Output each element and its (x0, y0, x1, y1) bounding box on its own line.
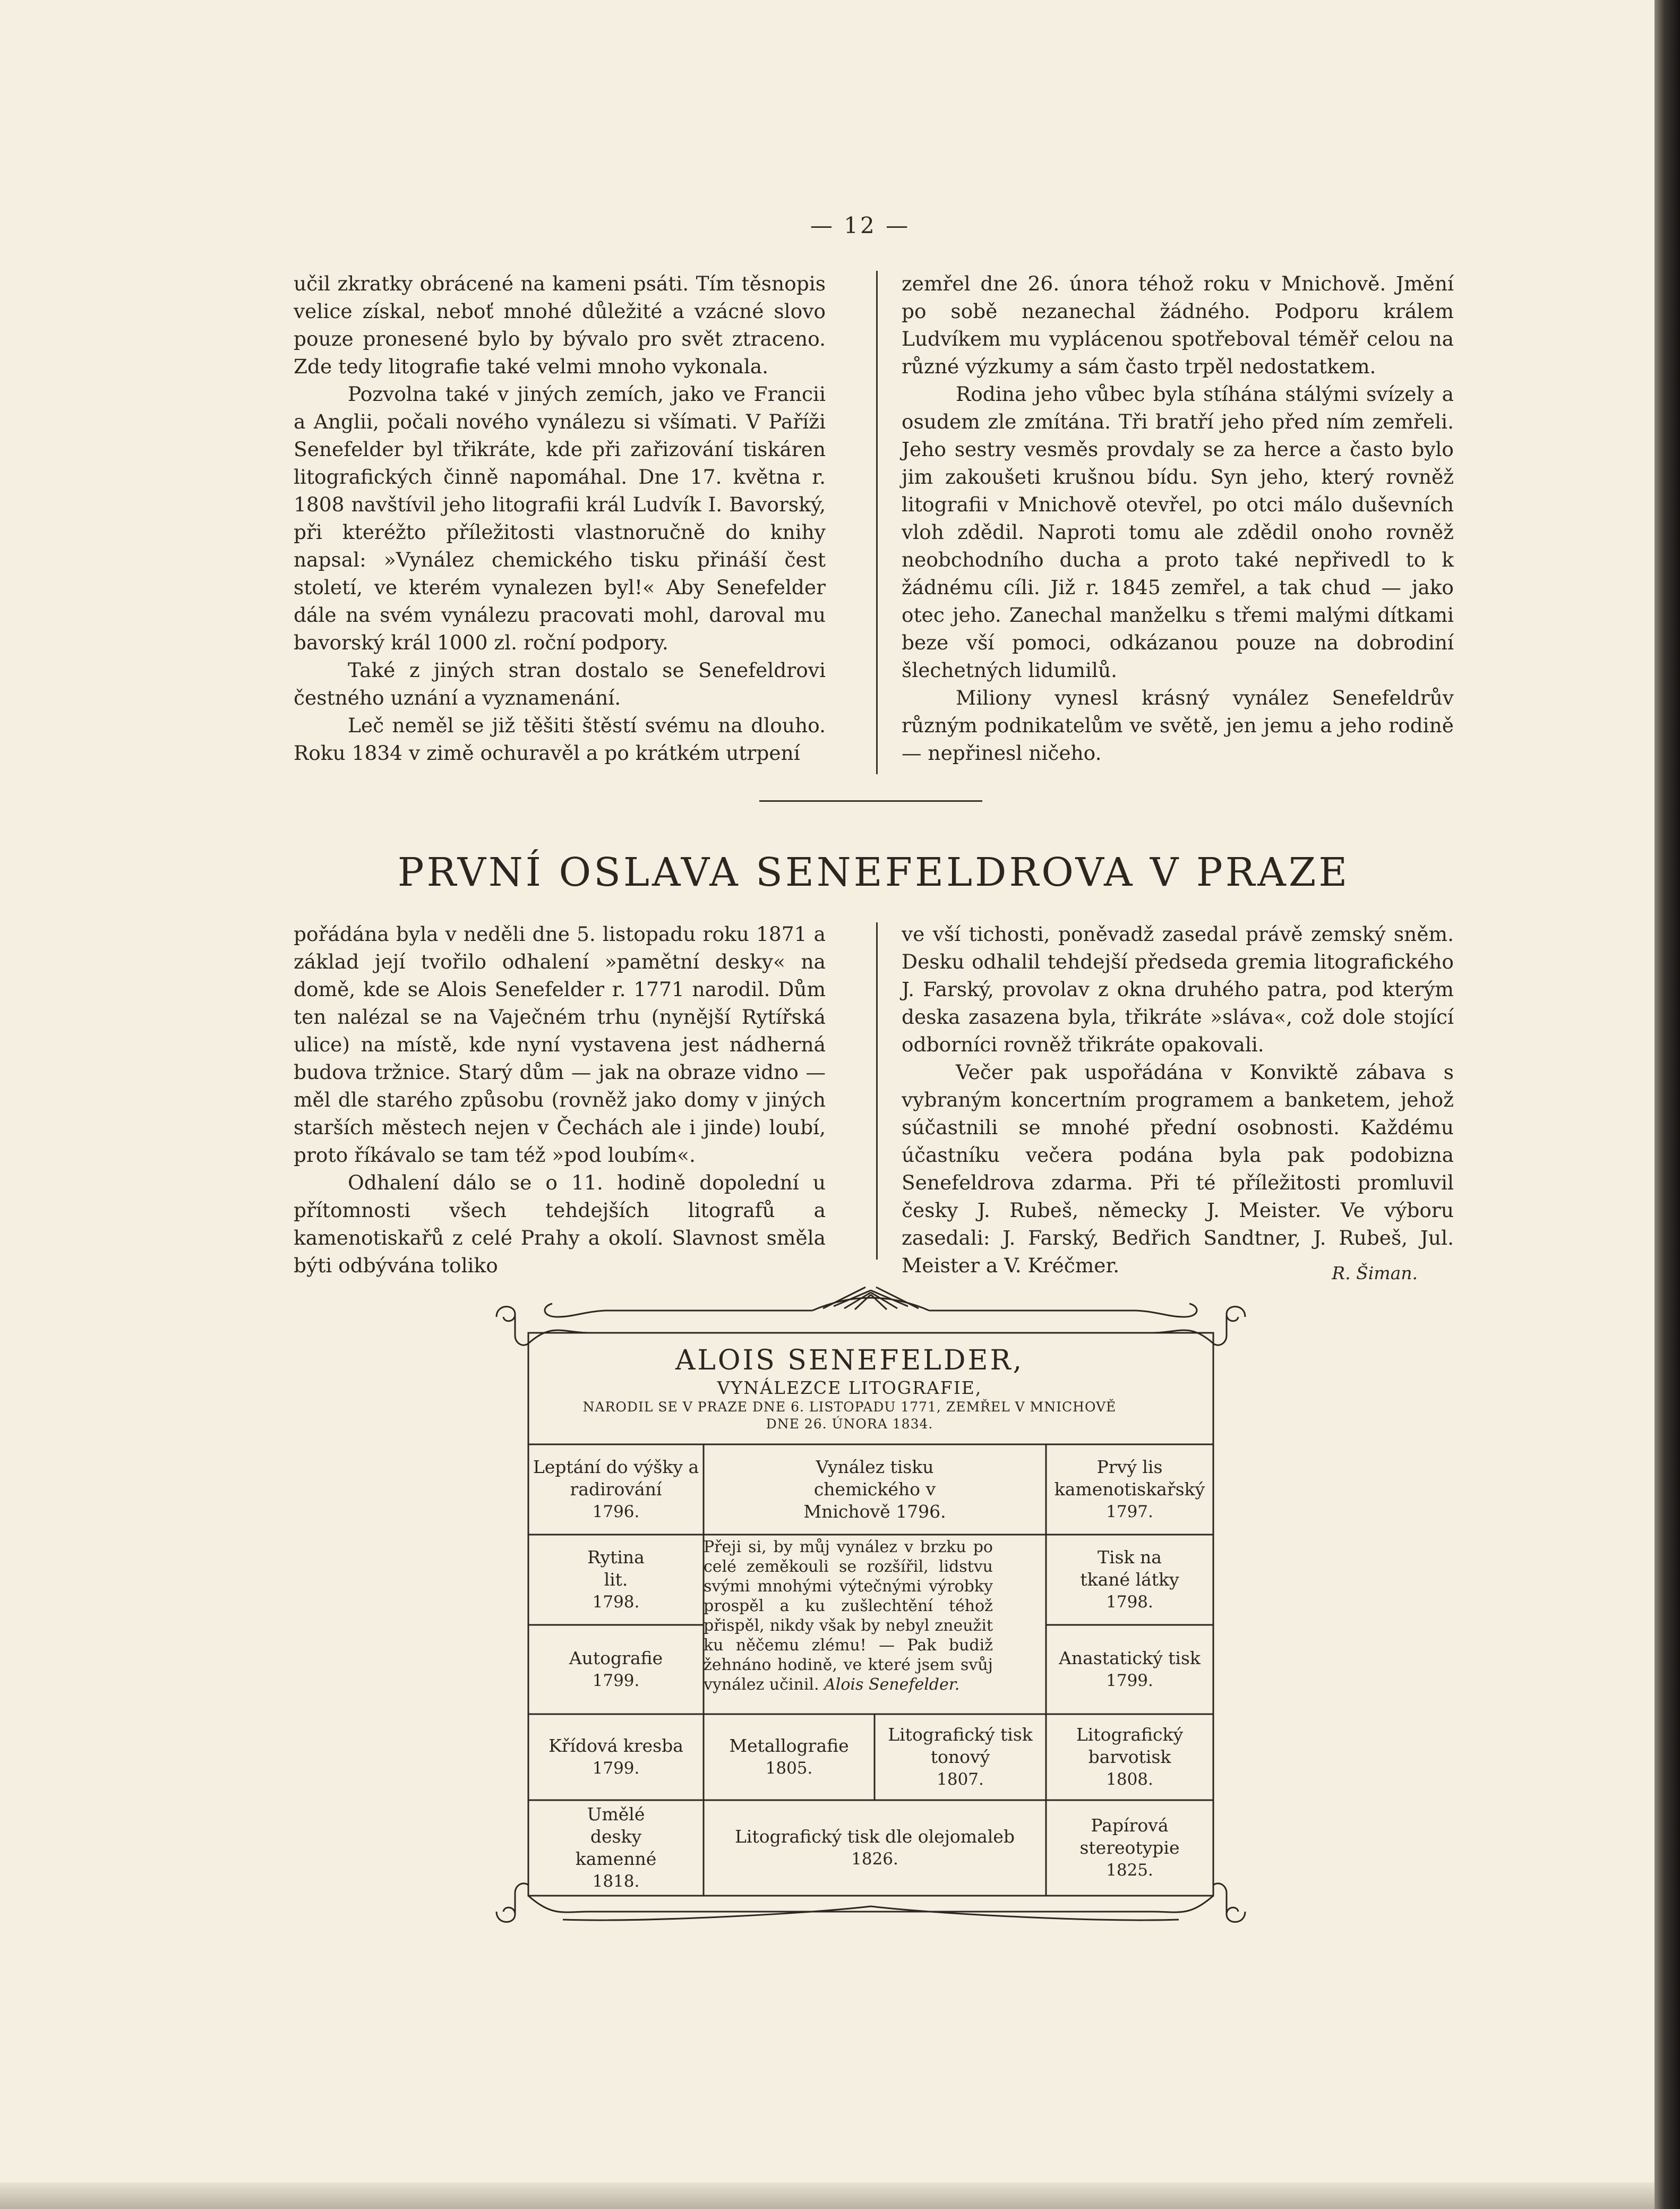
article-column-right (902, 270, 1454, 767)
tablet-cell (530, 1626, 702, 1713)
paragraph: pořádána byla v neděli dne 5. listopadu roku 1871 a základ její tvořilo odhalení »pamětní desky« na domě, kde se Alois Senefelder r. 1771 narodil. Dům ten nalézal se na Vaječném trhu (nynější Rytířská ulice) na místě, kde nyní vystavena jest nádherná budova tržnice. Starý dům — jak na obraze vidno — měl dle starého způsobu (rovněž jako domy v jiných starších městech nejen v Čechách ale i jinde) loubí, proto říkávalo se tam též »pod loubím«. (294, 922, 826, 1167)
tablet-name: ALOIS SENEFELDER, (675, 1345, 1024, 1376)
paragraph: Večer pak uspořádána v Konviktě zábava s vybraným koncertním programem a banketem, jehož súčastnili se mnohé přední osobnosti. Každému účastníku večera podána byla pak podobizna Senefeldrova zdarma. Při té příležitosti promluvil česky J. Rubeš, německy J. Meister. Ve výboru zasedali: J. Farský, Bedřich Sandtner, J. Rubeš, Jul. Meister a V. Kréčmer. (902, 1060, 1454, 1277)
cell-year: 1799. (1106, 1671, 1153, 1690)
tablet-cell (1048, 1716, 1212, 1799)
cell-year: 1808. (1106, 1770, 1153, 1789)
cell-text: Metallografie (729, 1735, 849, 1756)
column-rule (876, 922, 878, 1260)
paragraph: Pozvolna také v jiných zemích, jako ve Francii a Anglii, počali nového vynálezu si všímati. V Paříži Senefelder byl třikráte, kde při zařizování tiskáren litografických činně napomáhal. Dne 17. května r. 1808 navštívil jeho litografii král Ludvík I. Bavorský, při kteréžto příležitosti vlastnoručně do knihy napsal: »Vynález chemického tisku přináší čest století, ve kterém vynalezen byl!« Aby Senefelder dále na svém vynálezu pracovati mohl, daroval mu bavorský král 1000 zl. roční podpory. (294, 382, 826, 654)
senefelder-quote (704, 1537, 993, 1694)
cell-text: Rytina lit. (587, 1547, 645, 1590)
section-column-right (902, 920, 1454, 1279)
paragraph: Odhalení dálo se o 11. hodině dopolední u přítomnosti všech tehdejších litografů a kamenotiskařů z celé Prahy a okolí. Slavnost směla býti odbývána toliko (294, 1171, 826, 1277)
paragraph: Rodina jeho vůbec byla stíhána stálými svízely a osudem zle zmítána. Tři bratří jeho před ním zemřeli. Jeho sestry vesměs provdaly se za herce a často bylo jim zakoušeti krušnou bídu. Syn jeho, který rovněž litografii v Mnichově otevřel, po otci málo duševních vloh zdědil. Naproti tomu ale zdědil onoho rovněž neobchodního ducha a proto také nepřivedl to k žádnému cíli. Již r. 1845 zemřel, a tak chud — jako otec jeho. Zanechal manželku s třemi malými dítkami beze vší pomoci, odkázanou pouze na dobrodiní šlechetných lidumilů. (902, 382, 1454, 682)
tablet-cell (705, 1446, 1044, 1533)
section-heading: PRVNÍ OSLAVA SENEFELDROVA V PRAZE (397, 850, 1350, 895)
cell-year: 1796. (592, 1502, 640, 1521)
cell-text: Litografický barvotisk (1076, 1724, 1184, 1767)
cell-text: Papírová stereotypie (1079, 1815, 1180, 1858)
quote-text: Přeji si, by můj vynález v brzku po celé zeměkouli se rozšířil, lidstvu svými mnohými výtečnými výrobky prospěl a ku zušlechtění téhož přispěl, nikdy však by nebyl zneužit ku něčemu zlému! — Pak budiž žehnáno hodině, ve které jsem svůj vynález učinil. (704, 1538, 993, 1694)
cell-text: Křídová kresba (548, 1735, 683, 1756)
cell-year: 1797. (1106, 1502, 1153, 1521)
tablet-cell (1048, 1536, 1212, 1623)
tablet-cell (530, 1536, 702, 1623)
cell-text: Vynález tisku chemického v Mnichově 1796. (803, 1457, 946, 1522)
tablet-heading (531, 1343, 1168, 1433)
tablet-cell (530, 1716, 702, 1799)
cell-text: Anastatický tisk (1059, 1648, 1201, 1668)
tablet-cell (705, 1802, 1044, 1894)
cell-year: 1825. (1106, 1861, 1153, 1880)
cell-text: Tisk na tkané látky (1080, 1547, 1179, 1590)
paragraph: učil zkratky obrácené na kameni psáti. Tím těsnopis velice získal, neboť mnohé důležité a vzácné slovo pouze pronesené bylo by bývalo pro svět ztraceno. Zde tedy litografie také velmi mnoho vykonala. (294, 272, 826, 378)
paragraph: zemřel dne 26. února téhož roku v Mnichově. Jmění po sobě nezanechal žádného. Podporu králem Ludvíkem mu vyplácenou spotřeboval téměř celou na různé výzkumy a sám často trpěl nedostatkem. (902, 272, 1454, 378)
section-divider (759, 800, 982, 802)
paragraph: ve vší tichosti, poněvadž zasedal právě zemský sněm. Desku odhalil tehdejší předseda gremia litografického J. Farský, provolav z okna druhého patra, pod kterým deska zasazena byla, třikráte »sláva«, což dole stojící odborníci rovněž třikráte opakovali. (902, 922, 1454, 1056)
quote-signature: Alois Senefelder. (824, 1675, 960, 1694)
tablet-cell (1048, 1626, 1212, 1713)
article-column-left (294, 270, 826, 767)
page-bottom-shadow (0, 2182, 1655, 2209)
memorial-tablet (483, 1285, 1258, 1943)
tablet-cell (705, 1716, 873, 1799)
tablet-subtitle: VYNÁLEZCE LITOGRAFIE, (717, 1377, 982, 1398)
tablet-death-date: DNE 26. ÚNORA 1834. (766, 1416, 933, 1432)
cell-text: Litografický tisk dle olejomaleb (735, 1826, 1015, 1847)
cell-text: Leptání do výšky a radirování (533, 1457, 699, 1500)
cell-text: Prvý lis kamenotiskařský (1054, 1457, 1205, 1500)
tablet-cell (876, 1716, 1044, 1799)
paragraph: Leč neměl se již těšiti štěstí svému na dlouho. Roku 1834 v zimě ochuravěl a po krátkém utrpení (294, 714, 826, 765)
column-rule (876, 271, 878, 774)
tablet-cell (1048, 1446, 1212, 1533)
tablet-cell (530, 1802, 702, 1894)
section-column-left (294, 920, 826, 1279)
cell-year: 1798. (592, 1592, 640, 1612)
cell-year: 1798. (1106, 1592, 1153, 1612)
paragraph: Také z jiných stran dostalo se Senefeldrovi čestného uznání a vyznamenání. (294, 658, 826, 709)
tablet-cell (1048, 1802, 1212, 1894)
cell-year: 1818. (592, 1872, 640, 1891)
cell-year: 1799. (592, 1759, 640, 1778)
cell-year: 1826. (851, 1850, 898, 1869)
cell-year: 1805. (765, 1759, 813, 1778)
page-edge-shadow (1655, 0, 1680, 2209)
cell-text: Umělé desky kamenné (575, 1804, 657, 1869)
tablet-cell (530, 1446, 702, 1533)
cell-text: Autografie (569, 1648, 663, 1668)
cell-year: 1799. (592, 1671, 640, 1690)
cell-year: 1807. (937, 1770, 984, 1789)
author-signature: R. Šiman. (1332, 1263, 1418, 1283)
tablet-birth-death-line: NARODIL SE V PRAZE DNE 6. LISTOPADU 1771, ZEMŘEL V MNICHOVĚ (582, 1399, 1117, 1415)
paragraph: Miliony vynesl krásný vynález Senefeldrův různým podnikatelům ve světě, jen jemu a jeho rodině — nepřinesl ničeho. (902, 686, 1454, 765)
page-number: — 12 — (810, 212, 911, 238)
cell-text: Litografický tisk tonový (888, 1724, 1033, 1767)
